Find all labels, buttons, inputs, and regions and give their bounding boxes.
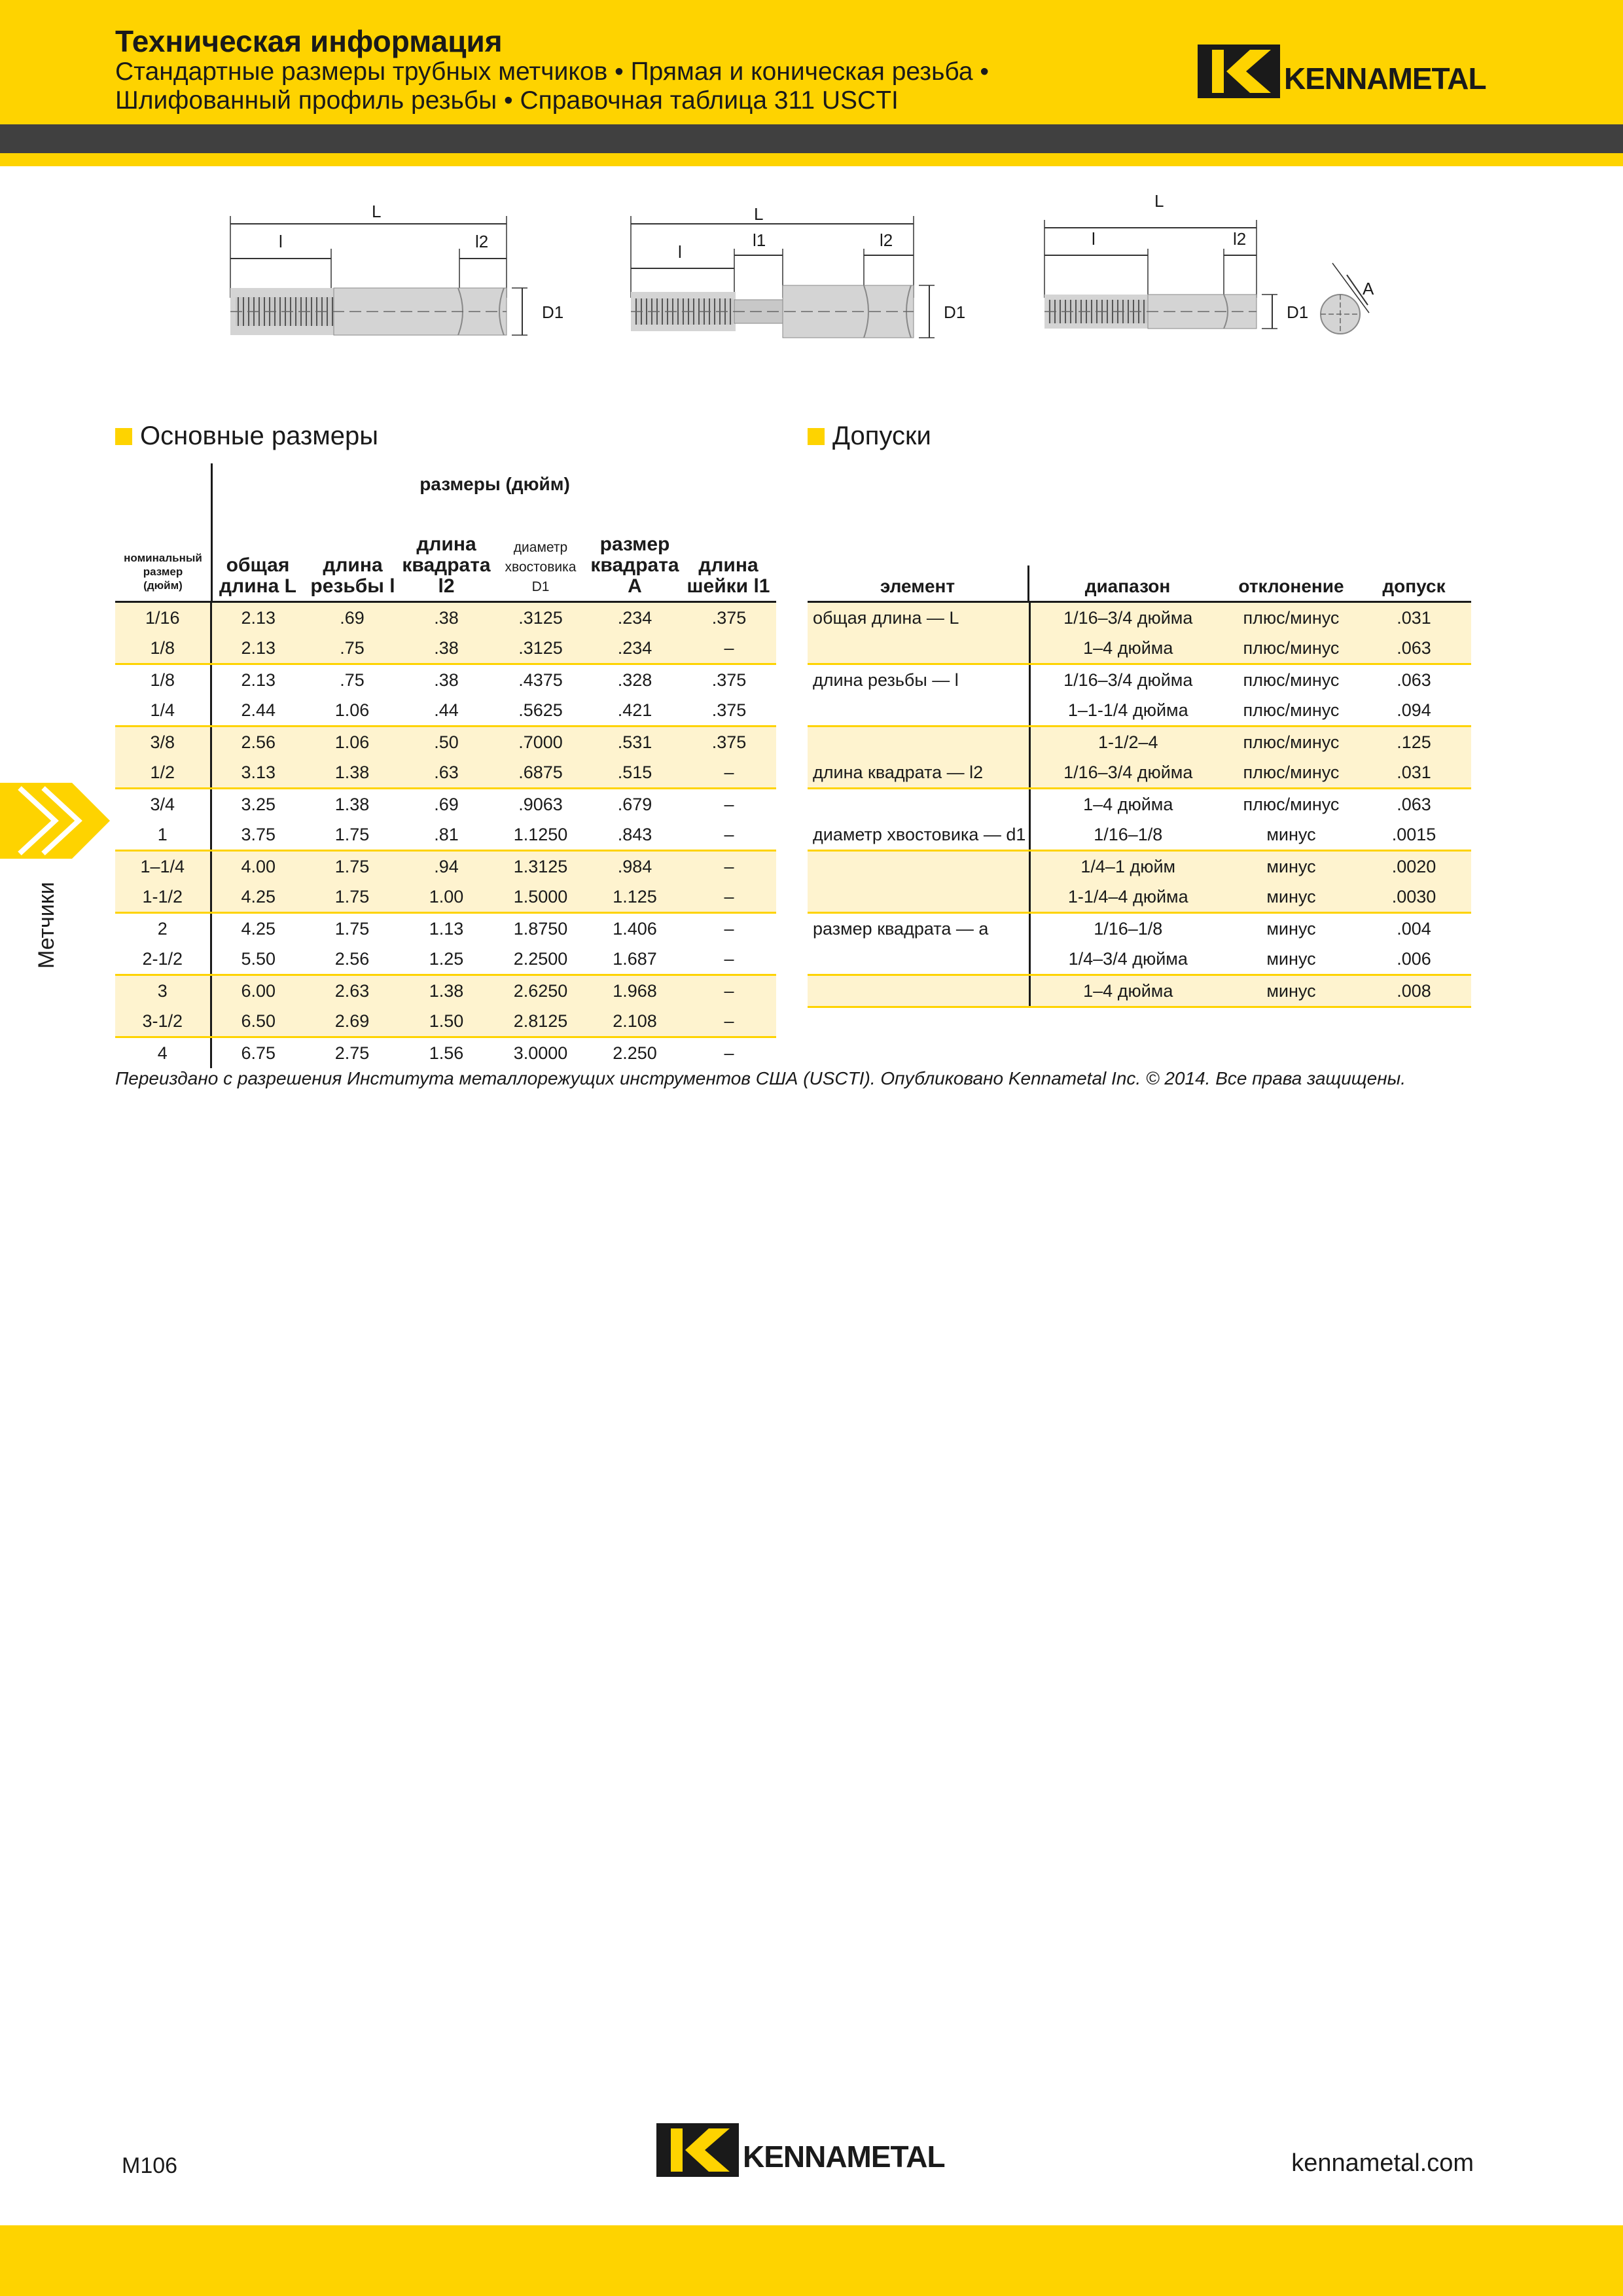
col-header-square-size xyxy=(589,534,681,597)
tap3-A-label: A xyxy=(1363,279,1374,298)
tap1-l2-label: l2 xyxy=(475,232,489,251)
table-cell: 1–4 дюйма xyxy=(1083,794,1173,814)
table-row xyxy=(115,757,776,789)
table-cell: 1.06 xyxy=(305,695,399,726)
table-cell: .9063 xyxy=(518,794,563,814)
table-row xyxy=(808,603,1471,633)
table-cell: 3.0000 xyxy=(513,1043,568,1063)
table-row xyxy=(808,695,1471,726)
table-row xyxy=(115,695,776,726)
col-header-line: резьбы l xyxy=(310,575,395,597)
table-cell: 1.406 xyxy=(613,918,657,939)
table-cell: .3125 xyxy=(493,603,588,633)
table-row xyxy=(808,944,1471,975)
col-header-line: общая xyxy=(226,554,290,576)
table-cell xyxy=(808,851,1029,882)
table-cell: .38 xyxy=(434,670,459,690)
page-subtitle-line2: Шлифованный профиль резьбы • Справочная таблица 311 USCTI xyxy=(115,86,899,115)
col-header-line: длина xyxy=(416,533,476,555)
table-cell: 2-1/2 xyxy=(115,944,211,975)
table-cell: 1.38 xyxy=(305,757,399,789)
table-cell: – xyxy=(682,851,776,882)
col-header-line: A xyxy=(628,575,642,597)
table-cell xyxy=(808,633,1029,664)
col-header-line: D1 xyxy=(531,579,550,594)
table-cell: 2.75 xyxy=(334,1043,370,1063)
table-cell: .75 xyxy=(340,670,365,690)
table-cell: 2 xyxy=(115,913,211,944)
table-cell: .531 xyxy=(588,726,682,758)
table-cell: 1–1/4 xyxy=(115,851,211,882)
table-cell xyxy=(808,882,1029,913)
tolerance-table-body xyxy=(808,603,1471,1007)
table-cell: 3.13 xyxy=(211,757,305,789)
table-cell: 2.63 xyxy=(305,975,399,1007)
table-cell: 1.13 xyxy=(429,918,464,939)
table-cell: 3/4 xyxy=(115,789,211,820)
table-cell: .421 xyxy=(588,695,682,726)
tap2-L-label: L xyxy=(754,204,764,224)
table-cell xyxy=(808,726,1029,758)
table-cell: 4.25 xyxy=(241,918,276,939)
table-cell: 1.75 xyxy=(305,882,399,913)
table-cell: .125 xyxy=(1357,726,1471,758)
table-cell: 1.56 xyxy=(429,1043,464,1063)
tap2-l-label: l xyxy=(678,242,682,262)
table-cell: .515 xyxy=(588,757,682,789)
table-cell: .94 xyxy=(399,851,493,882)
table-row xyxy=(808,664,1471,696)
table-cell: минус xyxy=(1226,851,1357,882)
table-cell: диаметр хвостовика — d1 xyxy=(808,819,1029,851)
table-cell xyxy=(808,695,1029,726)
table-cell: 1–4 дюйма xyxy=(1029,633,1226,664)
table-cell: плюс/минус xyxy=(1243,794,1340,814)
table-cell: 1/16–3/4 дюйма xyxy=(1029,757,1226,789)
table-cell: 1–1-1/4 дюйма xyxy=(1029,695,1226,726)
tolerances-title-text: Допуски xyxy=(832,422,931,450)
col-header-line: квадрата xyxy=(402,554,491,576)
table-cell: .031 xyxy=(1357,757,1471,789)
table-cell: 2.2500 xyxy=(493,944,588,975)
section-marker-icon xyxy=(115,428,132,445)
table-cell: 3.75 xyxy=(211,819,305,851)
table-cell: 2.108 xyxy=(588,1006,682,1037)
tap1-l-label: l xyxy=(279,232,283,251)
table-cell: плюс/минус xyxy=(1226,726,1357,758)
tol-col-tolerance: допуск xyxy=(1382,576,1446,596)
table-cell: .81 xyxy=(399,819,493,851)
col-header-line: длина xyxy=(698,554,758,576)
table-row xyxy=(808,913,1471,944)
table-cell: 1.125 xyxy=(588,882,682,913)
table-cell: .234 xyxy=(588,603,682,633)
tap-diagram-1 xyxy=(230,202,563,335)
table-cell: – xyxy=(682,633,776,664)
table-cell: 1/8 xyxy=(115,664,211,696)
table-cell: .375 xyxy=(682,695,776,726)
table-cell: – xyxy=(682,819,776,851)
table-cell: 1.75 xyxy=(305,851,399,882)
table-cell: .3125 xyxy=(493,633,588,664)
side-tab-chevron-icon xyxy=(0,783,110,859)
table-cell: .6875 xyxy=(493,757,588,789)
table-row xyxy=(808,975,1471,1007)
header-yellow-band xyxy=(0,153,1623,166)
table-row xyxy=(115,789,776,820)
table-cell: .75 xyxy=(305,633,399,664)
table-cell: .094 xyxy=(1357,695,1471,726)
tolerances-title xyxy=(808,422,931,451)
table-cell: .375 xyxy=(711,670,747,690)
table-cell: 2.44 xyxy=(211,695,305,726)
col-header-line: квадрата xyxy=(590,554,679,576)
table-row xyxy=(808,757,1471,789)
table-cell: 1/16 xyxy=(115,603,211,633)
main-dimensions-title-text: Основные размеры xyxy=(140,422,379,450)
table-cell: .375 xyxy=(682,603,776,633)
table-cell xyxy=(808,789,1029,820)
col-header-total-length xyxy=(213,555,302,597)
page-subtitle-line1: Стандартные размеры трубных метчиков • Прямая и коническая резьба • xyxy=(115,58,990,86)
table-cell: .031 xyxy=(1357,603,1471,633)
table-cell: 1.75 xyxy=(305,819,399,851)
table-cell: 5.50 xyxy=(211,944,305,975)
table-cell: .38 xyxy=(399,603,493,633)
table-cell: – xyxy=(682,944,776,975)
kennametal-logo xyxy=(1198,45,1486,98)
footer-yellow-band xyxy=(0,2225,1623,2296)
table-cell: – xyxy=(724,1043,734,1063)
tol-col-range: диапазон xyxy=(1084,576,1171,596)
table-cell: 1.75 xyxy=(334,918,370,939)
table-cell: 4.00 xyxy=(211,851,305,882)
table-cell: 1.38 xyxy=(334,794,370,814)
table-cell: 1–4 дюйма xyxy=(1029,975,1226,1007)
table-cell: 3.25 xyxy=(241,794,276,814)
kennametal-footer-logo xyxy=(656,2123,945,2177)
table-cell: 4.25 xyxy=(211,882,305,913)
table-cell: плюс/минус xyxy=(1226,757,1357,789)
table-cell: 1 xyxy=(115,819,211,851)
header-dark-band xyxy=(0,124,1623,153)
table-cell: .984 xyxy=(588,851,682,882)
table-cell: 1.38 xyxy=(399,975,493,1007)
table-cell: 3-1/2 xyxy=(115,1006,211,1037)
tap3-l-label: l xyxy=(1092,229,1096,249)
table-cell: 2.13 xyxy=(211,633,305,664)
col-header-shank-diameter xyxy=(493,538,588,597)
tap3-L-label: L xyxy=(1154,191,1164,211)
tap2-D1-label: D1 xyxy=(944,302,966,322)
table-cell: .0020 xyxy=(1357,851,1471,882)
col-header-thread-length xyxy=(305,555,401,597)
table-row xyxy=(808,819,1471,851)
tap-diagrams xyxy=(216,190,1414,360)
table-cell: 2.13 xyxy=(241,670,276,690)
col-header-line: хвостовика xyxy=(505,560,577,575)
tol-col-element: элемент xyxy=(880,576,955,596)
table-cell: .375 xyxy=(682,726,776,758)
table-cell: 6.75 xyxy=(241,1043,276,1063)
table-cell: 1/16–1/8 xyxy=(1029,819,1226,851)
table-row xyxy=(115,882,776,913)
table-row xyxy=(808,789,1471,820)
table-cell: размер квадрата — a xyxy=(808,913,1029,944)
table-cell: 2.69 xyxy=(305,1006,399,1037)
tol-col-deviation: отклонение xyxy=(1238,576,1344,596)
table-cell: 1-1/4–4 дюйма xyxy=(1029,882,1226,913)
table-cell: 1-1/2–4 xyxy=(1029,726,1226,758)
table-cell: 6.00 xyxy=(211,975,305,1007)
table-cell: .328 xyxy=(617,670,652,690)
table-cell: .063 xyxy=(1397,794,1431,814)
table-cell: 1/16–1/8 xyxy=(1094,918,1163,939)
table-cell: плюс/минус xyxy=(1243,670,1340,690)
table-cell: 1/16–3/4 дюйма xyxy=(1029,603,1226,633)
table-cell: .38 xyxy=(399,633,493,664)
table-cell: длина резьбы — l xyxy=(808,664,1029,696)
table-cell: плюс/минус xyxy=(1226,633,1357,664)
table-cell: 1.1250 xyxy=(493,819,588,851)
col-header-neck-length xyxy=(681,555,776,597)
table-row xyxy=(115,664,776,696)
kennametal-k-icon xyxy=(1198,45,1280,98)
table-cell: 1/2 xyxy=(115,757,211,789)
table-cell: 1/16–3/4 дюйма xyxy=(1063,670,1193,690)
table-cell: .234 xyxy=(588,633,682,664)
table-row xyxy=(115,913,776,944)
table-cell: – xyxy=(682,882,776,913)
table-cell: .7000 xyxy=(493,726,588,758)
table-cell: 2.56 xyxy=(305,944,399,975)
copyright-note: Переиздано с разрешения Института металлорежущих инструментов США (USCTI). Опубликовано Kennametal Inc. © 2014. Все права защищены. xyxy=(115,1068,1406,1088)
table-row xyxy=(115,819,776,851)
table-cell: 1.50 xyxy=(399,1006,493,1037)
table-cell: 2.8125 xyxy=(493,1006,588,1037)
table-cell xyxy=(808,975,1029,1007)
table-cell: 1/4–1 дюйм xyxy=(1029,851,1226,882)
table-cell: – xyxy=(682,1006,776,1037)
page-header xyxy=(0,0,1623,124)
main-table-body xyxy=(115,603,776,1068)
table-row xyxy=(115,944,776,975)
table-cell: минус xyxy=(1226,975,1357,1007)
table-cell: .008 xyxy=(1357,975,1471,1007)
tap3-l2-label: l2 xyxy=(1233,229,1247,249)
table-cell: .4375 xyxy=(518,670,563,690)
tap-diagram-2 xyxy=(631,204,965,338)
col-header-line: длина L xyxy=(219,575,296,597)
table-cell: .006 xyxy=(1357,944,1471,975)
table-cell: 3/8 xyxy=(115,726,211,758)
table-cell: – xyxy=(724,918,734,939)
section-marker-icon xyxy=(808,428,825,445)
table-cell: 1/4–3/4 дюйма xyxy=(1029,944,1226,975)
header-divider xyxy=(211,463,213,602)
kennametal-wordmark: KENNAMETAL xyxy=(743,2140,945,2174)
table-cell xyxy=(808,944,1029,975)
col-header-line: размер xyxy=(599,533,670,555)
table-row xyxy=(808,726,1471,758)
side-tab-label: Метчики xyxy=(34,882,59,969)
table-cell: .0030 xyxy=(1357,882,1471,913)
page-title: Техническая информация xyxy=(115,24,503,58)
table-cell: 4 xyxy=(115,1037,211,1069)
table-cell: 1.00 xyxy=(399,882,493,913)
table-cell: .679 xyxy=(617,794,652,814)
table-cell: общая длина — L xyxy=(808,603,1029,633)
tap-diagram-3 xyxy=(1044,191,1374,334)
table-cell: 1.687 xyxy=(588,944,682,975)
page-number: M106 xyxy=(122,2153,178,2178)
table-cell: минус xyxy=(1266,918,1316,939)
table-cell: минус xyxy=(1226,882,1357,913)
tap3-D1-label: D1 xyxy=(1287,302,1309,322)
table-cell: – xyxy=(682,975,776,1007)
table-cell: минус xyxy=(1226,819,1357,851)
table-row xyxy=(115,603,776,633)
group-header: размеры (дюйм) xyxy=(419,474,570,494)
col-header-nominal xyxy=(115,551,211,592)
table-cell: 1.06 xyxy=(305,726,399,758)
table-row xyxy=(115,975,776,1007)
table-cell: – xyxy=(724,794,734,814)
table-row xyxy=(115,851,776,882)
table-cell: .004 xyxy=(1397,918,1431,939)
tap2-l1-label: l1 xyxy=(753,230,766,250)
col-header-square-length xyxy=(401,534,492,597)
table-cell: 1.968 xyxy=(588,975,682,1007)
table-row xyxy=(808,851,1471,882)
col-header-line: шейки l1 xyxy=(687,575,770,597)
table-cell: 1/8 xyxy=(115,633,211,664)
table-row xyxy=(808,882,1471,913)
table-cell: плюс/минус xyxy=(1226,603,1357,633)
table-cell: .50 xyxy=(399,726,493,758)
kennametal-wordmark: KENNAMETAL xyxy=(1284,62,1486,96)
table-cell: .5625 xyxy=(493,695,588,726)
table-cell: 1.5000 xyxy=(493,882,588,913)
table-cell: .44 xyxy=(399,695,493,726)
main-dimensions-table xyxy=(115,603,776,1068)
table-cell: минус xyxy=(1226,944,1357,975)
table-row xyxy=(115,1037,776,1069)
table-cell: 1.3125 xyxy=(493,851,588,882)
table-cell: 1-1/2 xyxy=(115,882,211,913)
table-cell: 2.6250 xyxy=(493,975,588,1007)
col-header-line: l2 xyxy=(438,575,455,597)
table-cell: .0015 xyxy=(1357,819,1471,851)
tap1-D1-label: D1 xyxy=(542,302,564,322)
table-cell: плюс/минус xyxy=(1226,695,1357,726)
col-header-line: размер xyxy=(143,565,183,578)
table-cell: 2.13 xyxy=(211,603,305,633)
table-cell: 3 xyxy=(115,975,211,1007)
tolerances-table xyxy=(808,603,1471,1008)
table-cell: – xyxy=(682,757,776,789)
table-row xyxy=(808,633,1471,664)
col-header-line: длина xyxy=(323,554,383,576)
table-cell: .843 xyxy=(588,819,682,851)
col-header-line: (дюйм) xyxy=(143,579,183,592)
table-row xyxy=(115,633,776,664)
table-cell: 2.56 xyxy=(211,726,305,758)
col-header-line: диаметр xyxy=(513,540,568,555)
table-cell: .69 xyxy=(434,794,459,814)
col-header-line: номинальный xyxy=(124,552,202,564)
table-cell: .063 xyxy=(1357,633,1471,664)
table-cell: длина квадрата — l2 xyxy=(808,757,1029,789)
main-dimensions-title xyxy=(115,422,378,451)
table-cell: 1.8750 xyxy=(513,918,568,939)
table-cell: 2.250 xyxy=(613,1043,657,1063)
table-cell: .063 xyxy=(1397,670,1431,690)
table-cell: 1/4 xyxy=(115,695,211,726)
tap2-l2-label: l2 xyxy=(880,230,893,250)
kennametal-k-icon xyxy=(656,2123,739,2177)
website-link[interactable]: kennametal.com xyxy=(1291,2149,1474,2177)
table-cell: .69 xyxy=(305,603,399,633)
table-cell: 1.25 xyxy=(399,944,493,975)
table-row xyxy=(115,1006,776,1037)
table-cell: 6.50 xyxy=(211,1006,305,1037)
table-row xyxy=(115,726,776,758)
table-cell: .63 xyxy=(399,757,493,789)
tap1-L-label: L xyxy=(372,202,382,221)
